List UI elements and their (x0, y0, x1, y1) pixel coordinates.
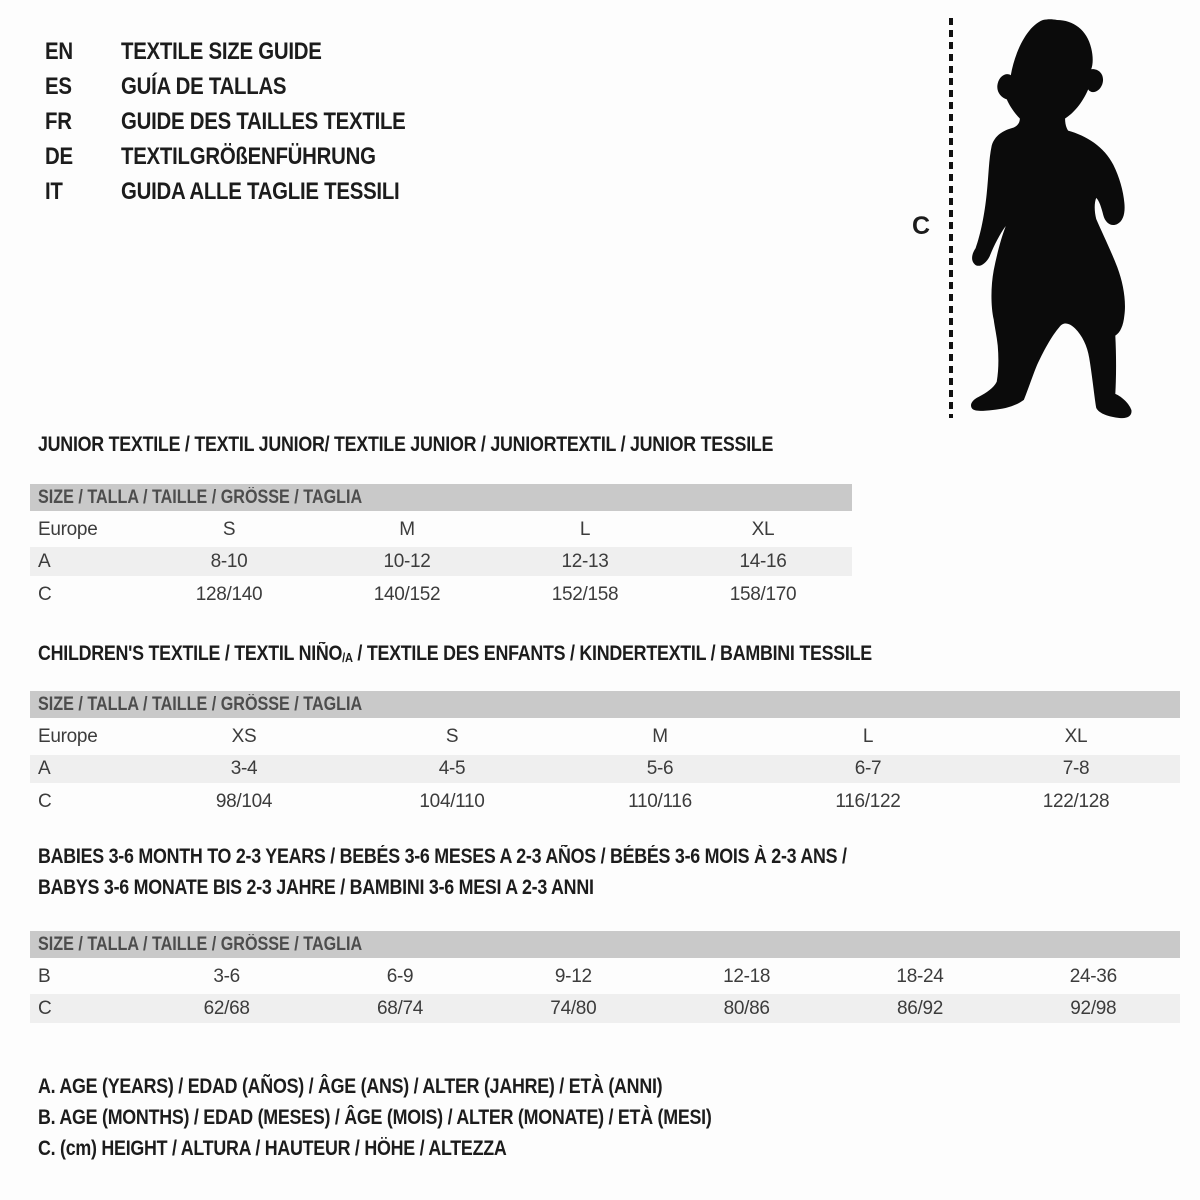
value-cell: 116/122 (835, 790, 901, 812)
table-row-europe (30, 721, 1180, 753)
junior-section-title-text: JUNIOR TEXTILE / TEXTIL JUNIOR/ TEXTILE JUNIOR / JUNIORTEXTIL / JUNIOR TESSILE (38, 433, 774, 456)
row-label-cell: B (38, 965, 51, 987)
table-row-a (30, 547, 852, 576)
babies-title-text2: BABYS 3-6 MONATE BIS 2-3 JAHRE / BAMBINI 3-6 MESI A 2-3 ANNI (38, 876, 594, 899)
value-cell: 3-6 (213, 965, 240, 987)
size-header-bar (30, 931, 1180, 958)
value-cell: S (222, 518, 236, 540)
table-row-c (30, 786, 1180, 817)
children-title-part: / TEXTILE DES ENFANTS / KINDERTEXTIL / BAMBINI TESSILE (352, 642, 872, 665)
row-label-cell: C (38, 997, 52, 1019)
value-cell: 9-12 (554, 965, 592, 987)
children-title-part: CHILDREN'S TEXTILE / TEXTIL NIÑO (38, 642, 343, 665)
table-row-europe (30, 513, 852, 546)
junior-size-table (30, 484, 852, 614)
children-size-table (30, 691, 1180, 821)
legend-text-c: C. (cm) HEIGHT / ALTURA / HAUTEUR / HÖHE / ALTEZZA (38, 1137, 507, 1160)
value-cell: 6-9 (386, 965, 414, 987)
table-row-b (30, 960, 1180, 993)
size-header-bar (30, 484, 852, 511)
value-cell: 8-10 (210, 550, 248, 572)
value-cell: 128/140 (195, 583, 263, 605)
value-cell: M (399, 518, 415, 540)
babies-size-table (30, 931, 1180, 1026)
legend-text-a: A. AGE (YEARS) / EDAD (AÑOS) / ÂGE (ANS) / ALTER (JAHRE) / ETÀ (ANNI) (38, 1075, 663, 1098)
size-header-text: SIZE / TALLA / TAILLE / GRÖSSE / TAGLIA (38, 933, 363, 955)
lang-code: EN (45, 38, 73, 65)
row-label-cell: C (38, 790, 52, 812)
value-cell: 5-6 (646, 758, 674, 779)
value-cell: XS (231, 726, 257, 747)
size-header-text: SIZE / TALLA / TAILLE / GRÖSSE / TAGLIA (38, 693, 363, 715)
row-label-cell: Europe (38, 726, 98, 747)
height-dashed-line (946, 16, 956, 420)
toddler-silhouette-icon (968, 14, 1135, 421)
children-title-sub: /A (342, 650, 353, 665)
lang-title: GUIDA ALLE TAGLIE TESSILI (121, 178, 400, 205)
value-cell: 92/98 (1070, 997, 1117, 1019)
value-cell: L (862, 726, 874, 747)
junior-section-title (38, 433, 903, 457)
lang-code: IT (45, 178, 63, 205)
value-cell: M (652, 726, 668, 747)
value-cell: 158/170 (729, 583, 797, 605)
value-cell: 140/152 (373, 583, 441, 605)
value-cell: 68/74 (376, 997, 424, 1019)
value-cell: 152/158 (551, 583, 619, 605)
row-label-cell: A (38, 758, 51, 779)
height-measure-label: C (912, 212, 931, 240)
table-row-c (30, 579, 852, 610)
value-cell: 122/128 (1042, 790, 1110, 812)
row-label-cell: Europe (38, 518, 98, 540)
value-cell: 14-16 (739, 550, 787, 572)
legend-line-b (38, 1106, 830, 1130)
legend-text-b: B. AGE (MONTHS) / EDAD (MESES) / ÂGE (MOIS) / ALTER (MONATE) / ETÀ (MESI) (38, 1106, 712, 1129)
lang-code: DE (45, 143, 73, 170)
value-cell: 62/68 (203, 997, 250, 1019)
value-cell: 74/80 (550, 997, 597, 1019)
lang-row-en (45, 38, 357, 64)
lang-title: GUIDE DES TAILLES TEXTILE (121, 108, 406, 135)
value-cell: 110/116 (628, 790, 692, 812)
value-cell: 12-18 (723, 965, 771, 987)
row-label-cell: A (38, 550, 51, 572)
value-cell: 98/104 (215, 790, 273, 812)
lang-code: ES (45, 73, 72, 100)
value-cell: 104/110 (419, 790, 485, 812)
legend-line-c (38, 1137, 589, 1161)
lang-row-de (45, 143, 421, 169)
value-cell: 10-12 (383, 550, 431, 572)
table-row-a (30, 755, 1180, 783)
lang-title: TEXTILE SIZE GUIDE (121, 38, 322, 65)
value-cell: 4-5 (438, 758, 466, 779)
legend-line-a (38, 1075, 773, 1099)
value-cell: 3-4 (230, 758, 258, 779)
size-header-bar (30, 691, 1180, 718)
value-cell: L (579, 518, 591, 540)
lang-row-it (45, 178, 449, 204)
value-cell: 18-24 (896, 965, 944, 987)
value-cell: 12-13 (561, 550, 609, 572)
babies-section-title-line2 (38, 876, 692, 900)
value-cell: 6-7 (854, 758, 882, 779)
value-cell: XL (751, 518, 775, 540)
value-cell: 80/86 (723, 997, 770, 1019)
babies-title-text1: BABIES 3-6 MONTH TO 2-3 YEARS / BEBÉS 3-6 MESES A 2-3 AÑOS / BÉBÉS 3-6 MOIS À 2-3 ANS / (38, 845, 847, 868)
value-cell: XL (1064, 726, 1088, 747)
lang-row-es (45, 73, 315, 99)
value-cell: S (445, 726, 459, 747)
row-label-cell: C (38, 583, 52, 605)
size-header-text: SIZE / TALLA / TAILLE / GRÖSSE / TAGLIA (38, 486, 363, 508)
value-cell: 86/92 (896, 997, 943, 1019)
table-row-c (30, 994, 1180, 1023)
lang-title: GUÍA DE TALLAS (121, 73, 287, 100)
lang-code: FR (45, 108, 72, 135)
value-cell: 7-8 (1062, 758, 1090, 779)
lang-title: TEXTILGRÖßENFÜHRUNG (121, 143, 376, 170)
children-section-title (38, 642, 1019, 666)
babies-section-title-line1 (38, 845, 989, 869)
value-cell: 24-36 (1069, 965, 1117, 987)
lang-row-fr (45, 108, 456, 134)
